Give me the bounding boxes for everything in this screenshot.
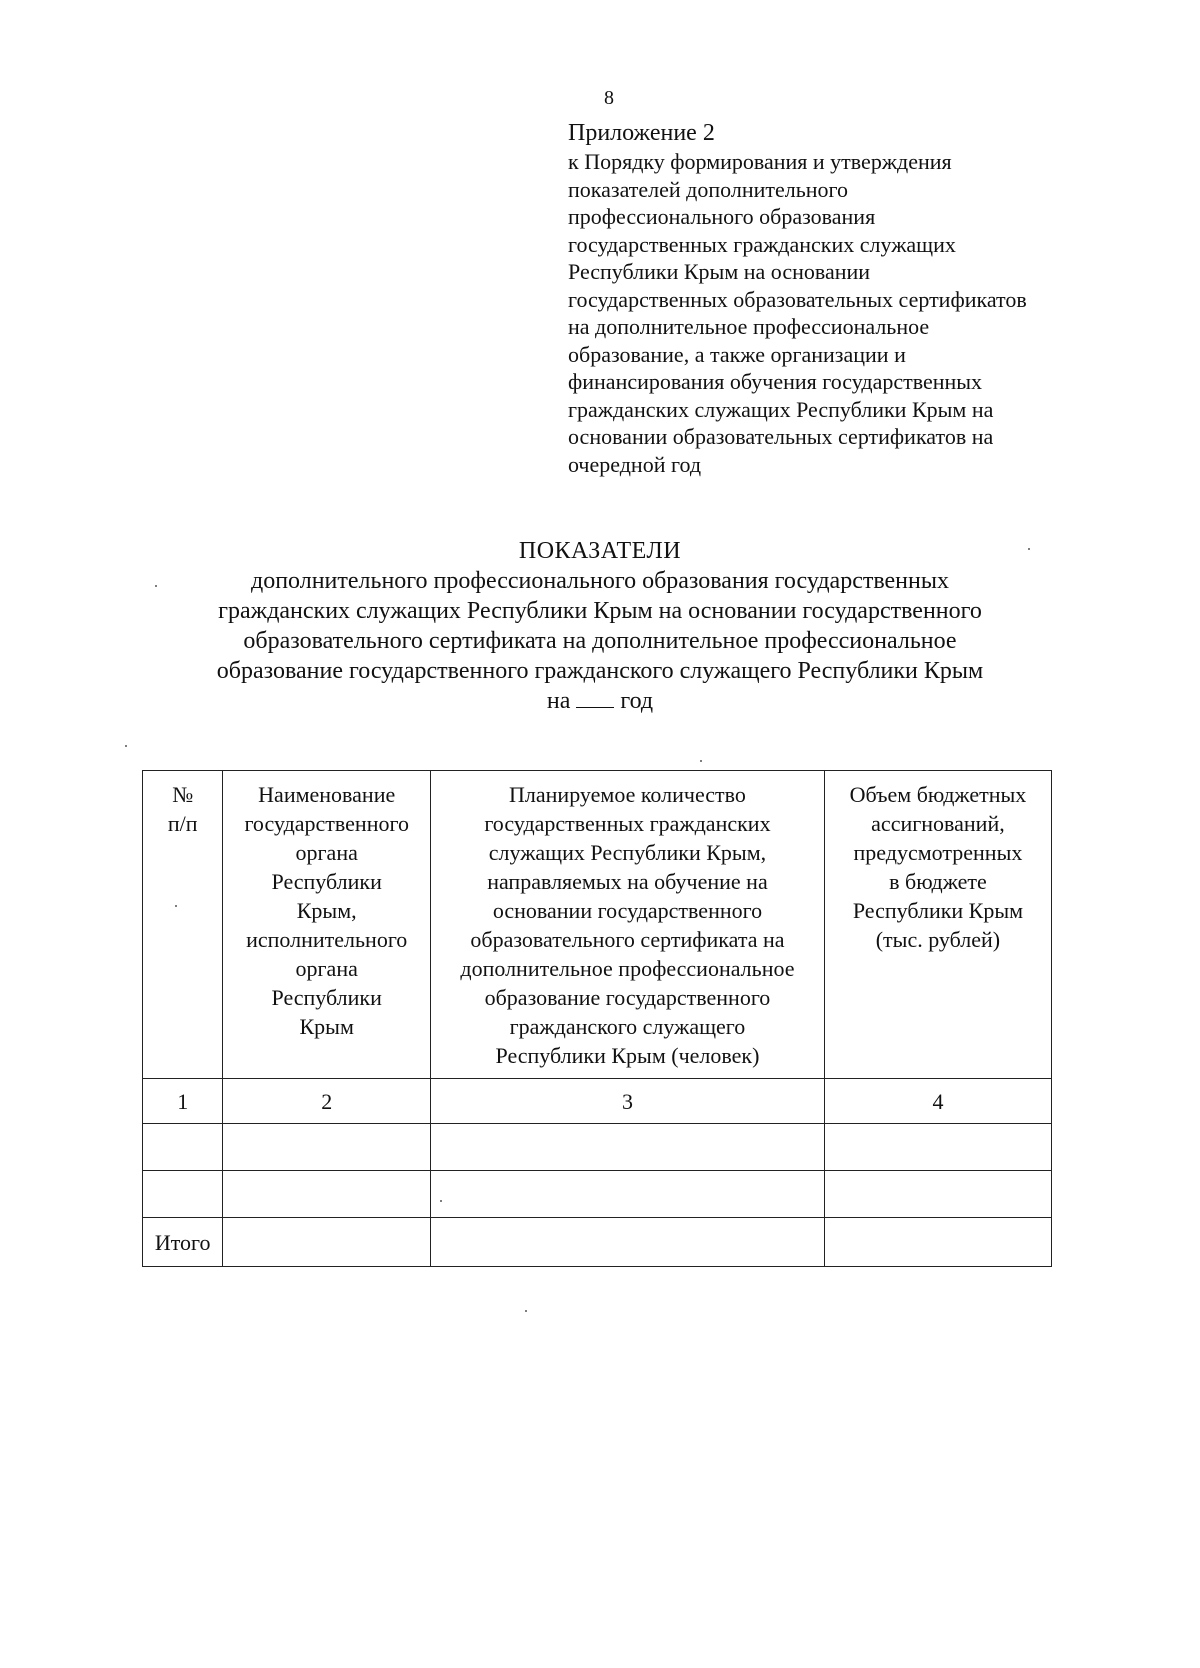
appendix-line: к Порядку формирования и утверждения <box>568 149 952 174</box>
table-cell <box>824 1218 1051 1267</box>
scan-speck <box>525 1310 527 1312</box>
header-line: служащих Республики Крым, <box>488 840 767 865</box>
header-line: государственных гражданских <box>484 811 771 836</box>
table-cell <box>223 1218 431 1267</box>
heading-line: гражданских служащих Республики Крым на основании государственного <box>218 598 982 624</box>
table-cell <box>824 1171 1051 1218</box>
header-line: Крым <box>299 1014 354 1039</box>
table-cell <box>223 1124 431 1171</box>
header-line: Республики <box>271 869 382 894</box>
header-line: ассигнований, <box>871 811 1005 836</box>
table-row <box>143 1171 1052 1218</box>
header-line: Планируемое количество <box>509 782 746 807</box>
document-heading <box>150 536 1050 716</box>
table-header-row <box>143 771 1052 1079</box>
header-line: № <box>172 782 194 807</box>
header-line: п/п <box>167 811 198 836</box>
scan-speck <box>440 1200 442 1202</box>
column-number-cell: 4 <box>824 1079 1051 1124</box>
header-line: государственного <box>244 811 409 836</box>
header-line: дополнительное профессиональное <box>460 956 795 981</box>
appendix-line: государственных образовательных сертификатов <box>568 286 1027 312</box>
table-cell <box>143 1171 223 1218</box>
page-number: 8 <box>604 87 614 109</box>
header-line: направляемых на обучение на <box>487 869 768 894</box>
appendix-line: на дополнительное профессиональное <box>568 314 930 339</box>
appendix-line: финансирования обучения государственных <box>568 369 983 394</box>
appendix-title: Приложение 2 <box>568 120 715 146</box>
header-line: исполнительного <box>246 927 408 952</box>
scan-speck <box>175 905 177 907</box>
document-title: ПОКАЗАТЕЛИ <box>518 538 682 564</box>
table-cell <box>431 1171 825 1218</box>
table-cell <box>431 1124 825 1171</box>
column-number-cell: 3 <box>431 1079 825 1124</box>
scan-speck <box>125 745 127 747</box>
appendix-line: образование, а также организации и <box>568 341 906 367</box>
header-line: Республики <box>271 985 382 1010</box>
heading-line: дополнительного профессионального образования государственных <box>251 568 949 594</box>
header-line: гражданского служащего <box>509 1014 746 1039</box>
table-row <box>143 1124 1052 1171</box>
appendix-line: Республики Крым на основании <box>568 259 871 284</box>
year-line <box>150 686 1050 716</box>
column-number-cell: 2 <box>223 1079 431 1124</box>
total-row <box>143 1218 1052 1267</box>
table-cell <box>143 1124 223 1171</box>
header-line: образовательного сертификата на <box>470 927 785 952</box>
heading-line: образование государственного гражданского служащего Республики Крым <box>216 658 984 684</box>
header-line: Республики Крым (человек) <box>495 1043 760 1068</box>
header-line: образование государственного <box>484 985 771 1010</box>
header-line: Объем бюджетных <box>849 782 1027 807</box>
column-number-row <box>143 1079 1052 1124</box>
year-blank <box>576 687 614 708</box>
header-line: в бюджете <box>889 869 987 894</box>
table-cell <box>431 1218 825 1267</box>
header-line: Республики Крым <box>852 898 1024 923</box>
appendix-line: гражданских служащих Республики Крым на <box>568 396 994 422</box>
header-cell-planned-count <box>431 771 825 1079</box>
appendix-line: профессионального образования <box>568 204 876 229</box>
table-cell <box>824 1124 1051 1171</box>
column-number-cell: 1 <box>143 1079 223 1124</box>
appendix-line: очередной год <box>568 451 702 477</box>
header-line: органа <box>295 840 358 865</box>
appendix-line: государственных гражданских служащих <box>568 231 956 257</box>
appendix-block <box>568 118 1088 478</box>
year-suffix: год <box>620 688 654 714</box>
header-line: предусмотренных <box>853 840 1023 865</box>
header-line: органа <box>295 956 358 981</box>
heading-line: образовательного сертификата на дополнительное профессиональное <box>243 628 957 654</box>
table-cell <box>223 1171 431 1218</box>
scan-speck <box>155 585 157 587</box>
scan-speck <box>700 760 702 762</box>
year-prefix: на <box>546 688 571 714</box>
header-cell-number <box>143 771 223 1079</box>
header-line: Наименование <box>258 782 396 807</box>
indicators-table <box>142 770 1052 1267</box>
scan-speck <box>1028 548 1030 550</box>
header-line: основании государственного <box>492 898 763 923</box>
appendix-line: показателей дополнительного <box>568 176 849 202</box>
header-cell-organ-name <box>223 771 431 1079</box>
appendix-line: основании образовательных сертификатов на <box>568 424 994 449</box>
total-label: Итого <box>143 1218 223 1267</box>
header-line: Крым, <box>296 898 357 923</box>
header-cell-budget-volume <box>824 771 1051 1079</box>
header-line: (тыс. рублей) <box>875 927 1001 952</box>
